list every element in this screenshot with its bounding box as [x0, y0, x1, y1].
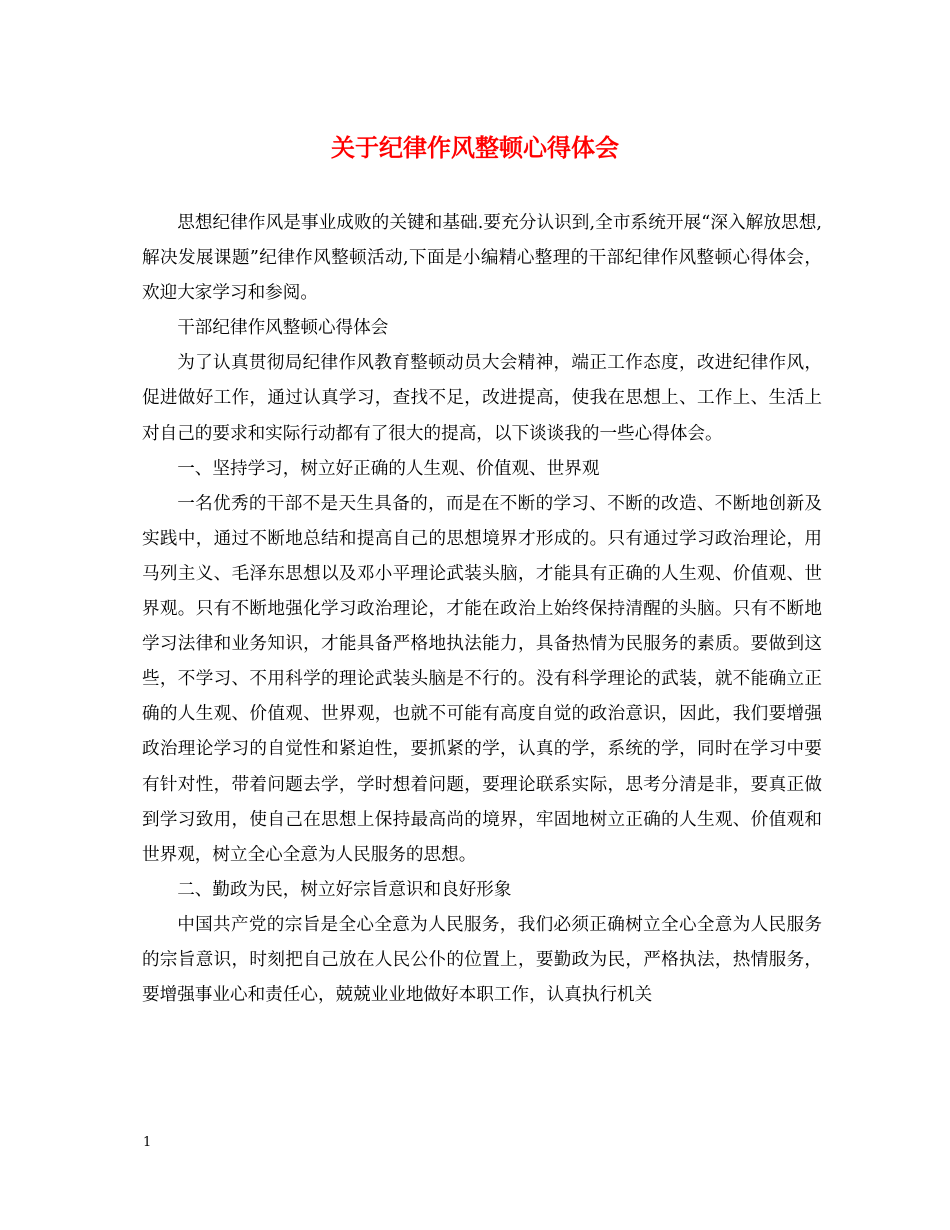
paragraph-subtitle: 干部纪律作风整顿心得体会 — [177, 318, 389, 339]
section-heading-2: 二、勤政为民，树立好宗旨意识和良好形象 — [177, 879, 512, 900]
document-title: 关于纪律作风整顿心得体会 — [331, 133, 619, 162]
document-body — [142, 206, 822, 1013]
paragraph-section-2: 中国共产党的宗旨是全心全意为人民服务，我们必须正确树立全心全意为人民服务的宗旨意识，时刻把自己放在人民公仆的位置上，要勤政为民，严格执法，热情服务，要增强事业心和责任心，兢兢业业地做好本职工作，认真执行机关 — [142, 914, 822, 1006]
page-number: 1 — [143, 1135, 152, 1150]
paragraph-intro: 思想纪律作风是事业成败的关键和基础.要充分认识到,全市系统开展“深入解放思想,解决发展课题”纪律作风整顿活动,下面是小编精心整理的干部纪律作风整顿心得体会，欢迎大家学习和参阅。 — [142, 213, 822, 304]
paragraph-section-1: 一名优秀的干部不是天生具备的，而是在不断的学习、不断的改造、不断地创新及实践中，通过不断地总结和提高自己的思想境界才形成的。只有通过学习政治理论，用马列主义、毛泽东思想以及邓小平理论武装头脑，才能具有正确的人生观、价值观、世界观。只有不断地强化学习政治理论，才能在政治上始终保持清醒的头脑。只有不断地学习法律和业务知识，才能具备严格地执法能力，具备热情为民服务的素质。要做到这些，不学习、不用科学的理论武装头脑是不行的。没有科学理论的武装，就不能确立正确的人生观、价值观、世界观，也就不可能有高度自觉的政治意识，因此，我们要增强政治理论学习的自觉性和紧迫性，要抓紧的学，认真的学，系统的学，同时在学习中要有针对性，带着问题去学，学时想着问题，要理论联系实际，思考分清是非，要真正做到学习致用，使自己在思想上保持最高尚的境界，牢固地树立正确的人生观、价值观和世界观，树立全心全意为人民服务的思想。 — [142, 493, 822, 865]
paragraph-opening: 为了认真贯彻局纪律作风教育整顿动员大会精神，端正工作态度，改进纪律作风，促进做好工作，通过认真学习，查找不足，改进提高，使我在思想上、工作上、生活上对自己的要求和实际行动都有了很大的提高，以下谈谈我的一些心得体会。 — [142, 353, 822, 444]
section-heading-1: 一、坚持学习，树立好正确的人生观、价值观、世界观 — [177, 458, 600, 479]
